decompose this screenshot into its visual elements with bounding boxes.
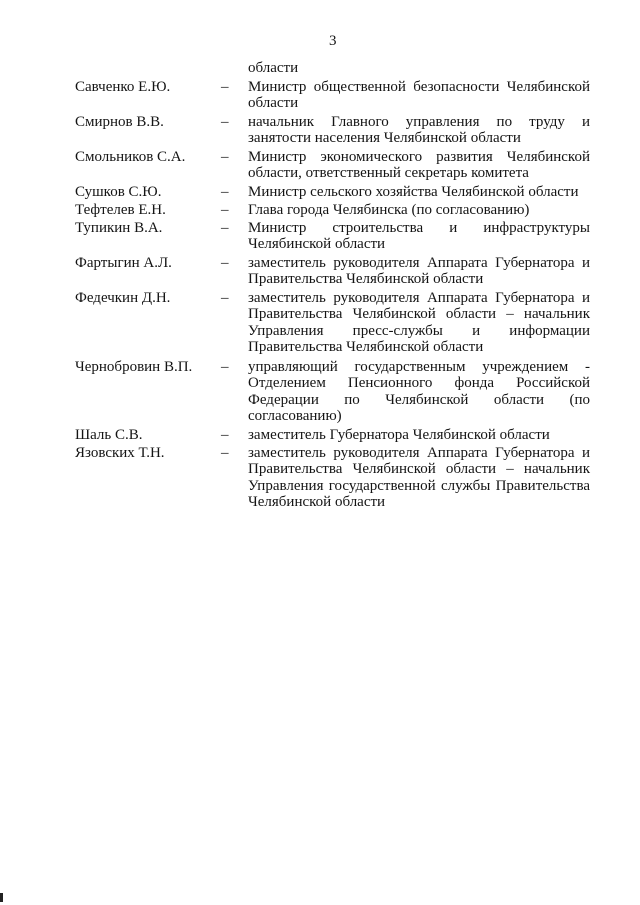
- list-item: [0, 445, 640, 510]
- list-item: [0, 184, 640, 204]
- separator-dash: –: [221, 202, 229, 218]
- description-line: Отделением Пенсионного фонда Российской: [248, 375, 590, 392]
- entry-description: [248, 79, 590, 112]
- description-line: заместитель руководителя Аппарата Губернатора и: [248, 445, 590, 461]
- description-line: согласованию): [248, 407, 342, 424]
- member-name: Савченко Е.Ю.: [75, 79, 171, 95]
- description-line: Челябинской области: [248, 493, 386, 510]
- member-name: Язовских Т.Н.: [75, 445, 165, 461]
- list-item: [0, 427, 640, 447]
- entry-description: [248, 114, 590, 147]
- separator-dash: –: [221, 290, 229, 306]
- description-line: Министр экономического развития Челябинской: [248, 149, 590, 165]
- separator-dash: –: [221, 149, 229, 165]
- member-name: Федечкин Д.Н.: [75, 290, 171, 306]
- list-item: [0, 220, 640, 253]
- separator-dash: –: [221, 79, 229, 95]
- list-item: [0, 255, 640, 288]
- entry-description: [248, 60, 590, 76]
- description-line: Правительства Челябинской области: [248, 338, 484, 355]
- description-line: области, ответственный секретарь комитета: [248, 165, 529, 182]
- member-name: Шаль С.В.: [75, 427, 143, 443]
- list-item: [0, 114, 640, 147]
- scan-artifact: [0, 893, 3, 902]
- entry-description: [248, 184, 590, 200]
- description-line: Управления пресс-службы и информации: [248, 322, 590, 339]
- description-line: Министр сельского хозяйства Челябинской области: [248, 184, 579, 200]
- description-line: заместитель руководителя Аппарата Губернатора и: [248, 255, 590, 271]
- description-line: Министр строительства и инфраструктуры: [248, 220, 590, 236]
- entry-description: [248, 220, 590, 253]
- description-line: Правительства Челябинской области: [248, 271, 484, 288]
- list-item: [0, 290, 640, 355]
- description-line: области: [248, 60, 299, 76]
- continuation-entry: [0, 60, 640, 80]
- separator-dash: –: [221, 445, 229, 461]
- list-item: [0, 79, 640, 112]
- separator-dash: –: [221, 427, 229, 443]
- separator-dash: –: [221, 184, 229, 200]
- separator-dash: –: [221, 114, 229, 130]
- entry-description: [248, 149, 590, 182]
- entry-description: [248, 202, 590, 218]
- list-item: [0, 149, 640, 182]
- description-line: Федерации по Челябинской области (по: [248, 391, 590, 408]
- entry-description: [248, 445, 590, 510]
- separator-dash: –: [221, 220, 229, 236]
- description-line: Министр общественной безопасности Челябинской: [248, 79, 590, 95]
- entry-description: [248, 255, 590, 288]
- description-line: области: [248, 95, 299, 112]
- entry-description: [248, 290, 590, 355]
- description-line: занятости населения Челябинской области: [248, 130, 521, 147]
- member-name: Фартыгин А.Л.: [75, 255, 172, 271]
- description-line: заместитель Губернатора Челябинской области: [248, 427, 550, 443]
- entry-description: [248, 359, 590, 424]
- description-line: управляющий государственным учреждением -: [248, 359, 590, 375]
- description-line: начальник Главного управления по труду и: [248, 114, 590, 130]
- page-number: 3: [329, 33, 337, 49]
- separator-dash: –: [221, 359, 229, 375]
- description-line: Управления государственной службы Правительства: [248, 477, 590, 494]
- member-name: Смольников С.А.: [75, 149, 186, 165]
- member-name: Чернобровин В.П.: [75, 359, 193, 375]
- list-item: [0, 359, 640, 424]
- member-name: Смирнов В.В.: [75, 114, 164, 130]
- description-line: Правительства Челябинской области – начальник: [248, 461, 590, 478]
- list-item: [0, 202, 640, 222]
- description-line: Глава города Челябинска (по согласованию): [248, 202, 530, 218]
- description-line: Челябинской области: [248, 236, 386, 253]
- member-name: Сушков С.Ю.: [75, 184, 162, 200]
- member-name: Тефтелев Е.Н.: [75, 202, 166, 218]
- entry-description: [248, 427, 590, 443]
- description-line: Правительства Челябинской области – начальник: [248, 306, 590, 323]
- member-name: Тупикин В.А.: [75, 220, 163, 236]
- separator-dash: –: [221, 255, 229, 271]
- description-line: заместитель руководителя Аппарата Губернатора и: [248, 290, 590, 306]
